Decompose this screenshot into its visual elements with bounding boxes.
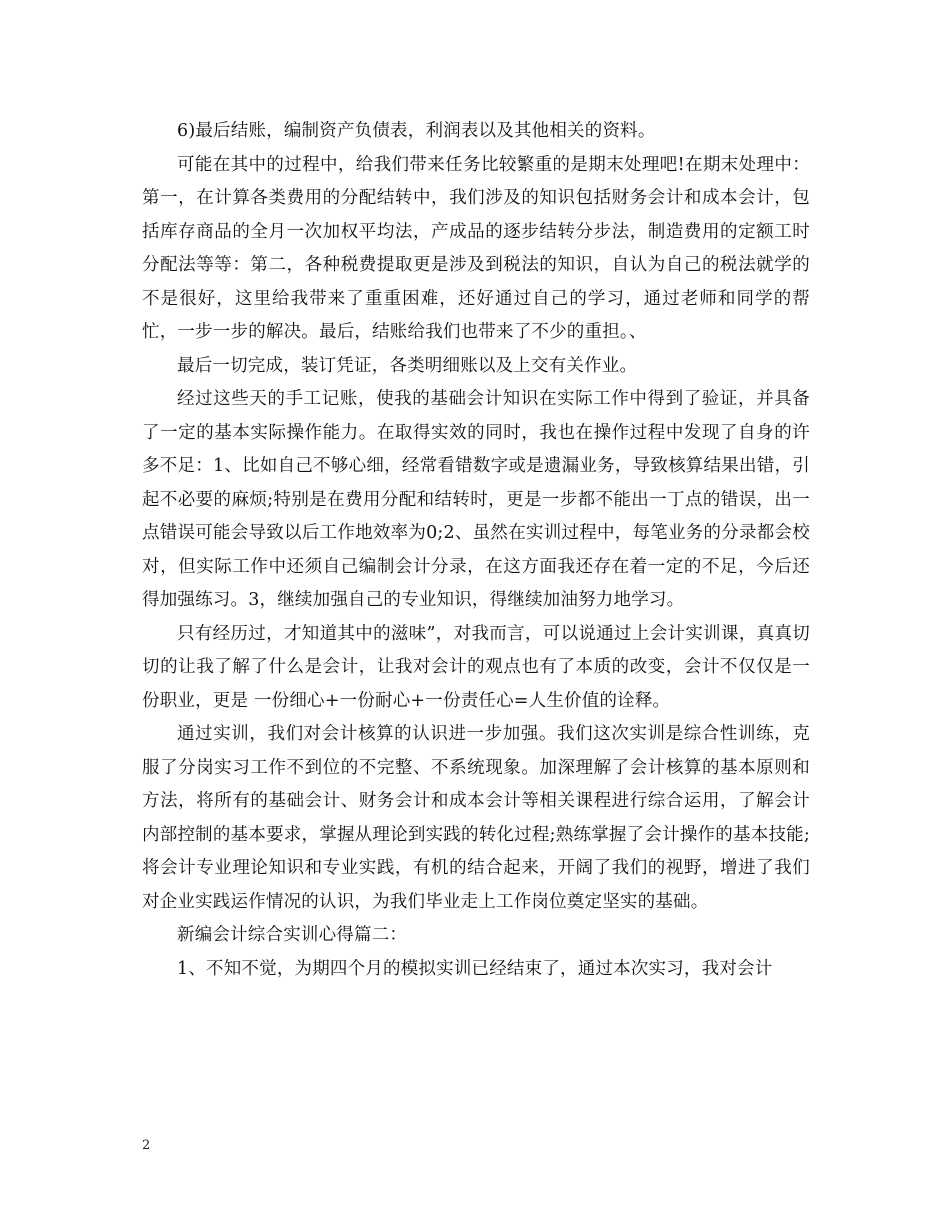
document-body: [142, 115, 810, 986]
paragraph-experience: 只有经历过，才知道其中的滋味”，对我而言，可以说通过上会计实训课，真真切切的让我了解了什么是会计，让我对会计的观点也有了本质的改变，会计不仅仅是一份职业，更是 一份细心+一份耐心+一份责任心=人生价值的诠释。: [142, 623, 810, 711]
paragraph-closing-accounts: 6)最后结账，编制资产负债表，利润表以及其他相关的资料。: [177, 121, 656, 141]
paragraph-training-summary: 通过实训，我们对会计核算的认识进一步加强。我们这次实训是综合性训练，克服了分岗实习工作不到位的不完整、不系统现象。加深理解了会计核算的基本原则和方法，将所有的基础会计、财务会计和成本会计等相关课程进行综合运用，了解会计内部控制的基本要求，掌握从理论到实践的转化过程;熟练掌握了会计操作的基本技能;将会计专业理论知识和专业实践，有机的结合起来，开阔了我们的视野，增进了我们对企业实践运作情况的认识，为我们毕业走上工作岗位奠定坚实的基础。: [142, 724, 810, 912]
paragraph-section-heading: 新编会计综合实训心得篇二：: [177, 925, 408, 945]
page-number: 2: [142, 1138, 151, 1153]
paragraph-manual-bookkeeping: 经过这些天的手工记账，使我的基础会计知识在实际工作中得到了验证，并具备了一定的基本实际操作能力。在取得实效的同时，我也在操作过程中发现了自身的许多不足：1、比如自己不够心细，经常看错数字或是遗漏业务，导致核算结果出错，引起不必要的麻烦;特别是在费用分配和结转时，更是一步都不能出一丁点的错误，出一点错误可能会导致以后工作地效率为0;2、虽然在实训过程中，每笔业务的分录都会校对，但实际工作中还须自己编制会计分录，在这方面我还存在着一定的不足，今后还得加强练习。3，继续加强自己的专业知识，得继续加油努力地学习。: [142, 389, 810, 610]
paragraph-period-end-processing: 可能在其中的过程中，给我们带来任务比较繁重的是期末处理吧!在期末处理中：第一，在计算各类费用的分配结转中，我们涉及的知识包括财务会计和成本会计，包括库存商品的全月一次加权平均法，产成品的逐步结转分步法，制造费用的定额工时分配法等等：第二，各种税费提取更是涉及到税法的知识，自认为自己的税法就学的不是很好，这里给我带来了重重困难，还好通过自己的学习，通过老师和同学的帮忙，一步一步的解决。最后，结账给我们也带来了不少的重担。、: [142, 154, 810, 342]
paragraph-completion: 最后一切完成，装订凭证，各类明细账以及上交有关作业。: [177, 355, 638, 376]
paragraph-part-two-intro: 1、不知不觉，为期四个月的模拟实训已经结束了，通过本次实习，我对会计: [177, 958, 773, 979]
